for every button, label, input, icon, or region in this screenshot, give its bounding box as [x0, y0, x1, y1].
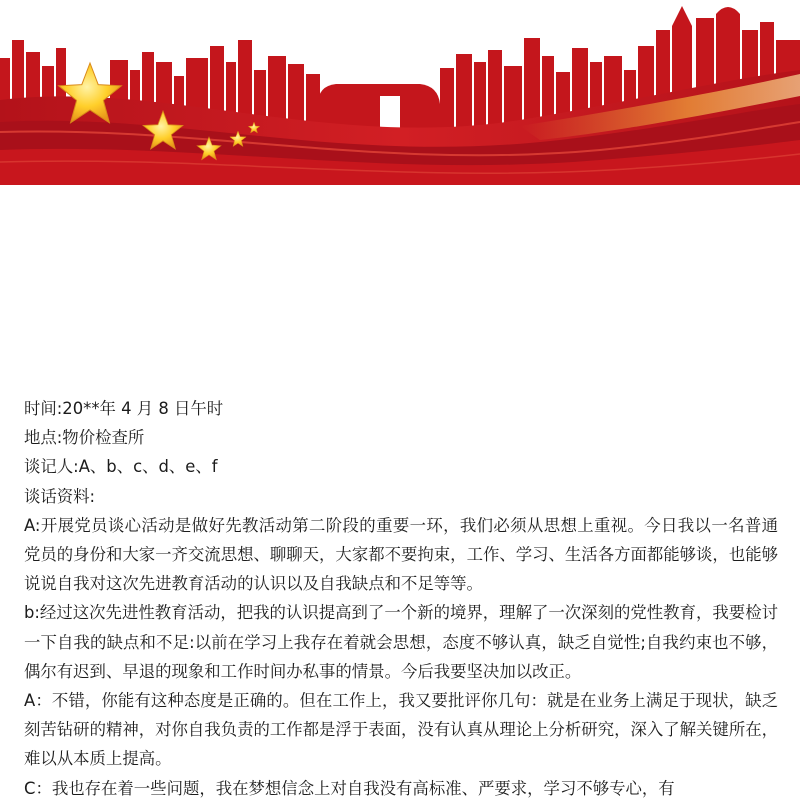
speaker-paragraph: b:经过这次先进性教育活动，把我的认识提高到了一个新的境界，理解了一次深刻的党性教育，我要检讨一下自我的缺点和不足:以前在学习上我存在着就会思想，态度不够认真，缺乏自觉性;自我约束也不够，偶尔有迟到、早退的现象和工作时间办私事的情景。今后我要坚决加以改正。: [24, 603, 778, 681]
talk-content-heading: 谈话资料:: [24, 486, 96, 506]
talk-record: [24, 394, 778, 803]
speaker-paragraph: A：不错，你能有这种态度是正确的。但在工作上，我又要批评你几句：就是在业务上满足于现状，缺乏刻苦钻研的精神，对你自我负责的工作都是浮于表面，没有认真从理论上分析研究，深入了解关键所在，难以从本质上提高。: [24, 691, 778, 769]
red-skyline-banner: [0, 0, 800, 185]
speaker-paragraph: C：我也存在着一些问题，我在梦想信念上对自我没有高标准、严要求，学习不够专心，有: [24, 778, 675, 798]
header-banner: [0, 0, 800, 185]
meeting-time: 时间:20**年 4 月 8 日午时: [24, 399, 224, 418]
meeting-participants: 谈记人:A、b、c、d、e、f: [24, 457, 218, 477]
speaker-paragraph: A:开展党员谈心活动是做好先教活动第二阶段的重要一环，我们必须从思想上重视。今日我以一名普通党员的身份和大家一齐交流思想、聊聊天，大家都不要拘束，工作、学习、生活各方面都能够谈，也能够说说自我对这次先进教育活动的认识以及自我缺点和不足等等。: [24, 515, 778, 594]
meeting-location: 地点:物价检查所: [24, 428, 145, 448]
